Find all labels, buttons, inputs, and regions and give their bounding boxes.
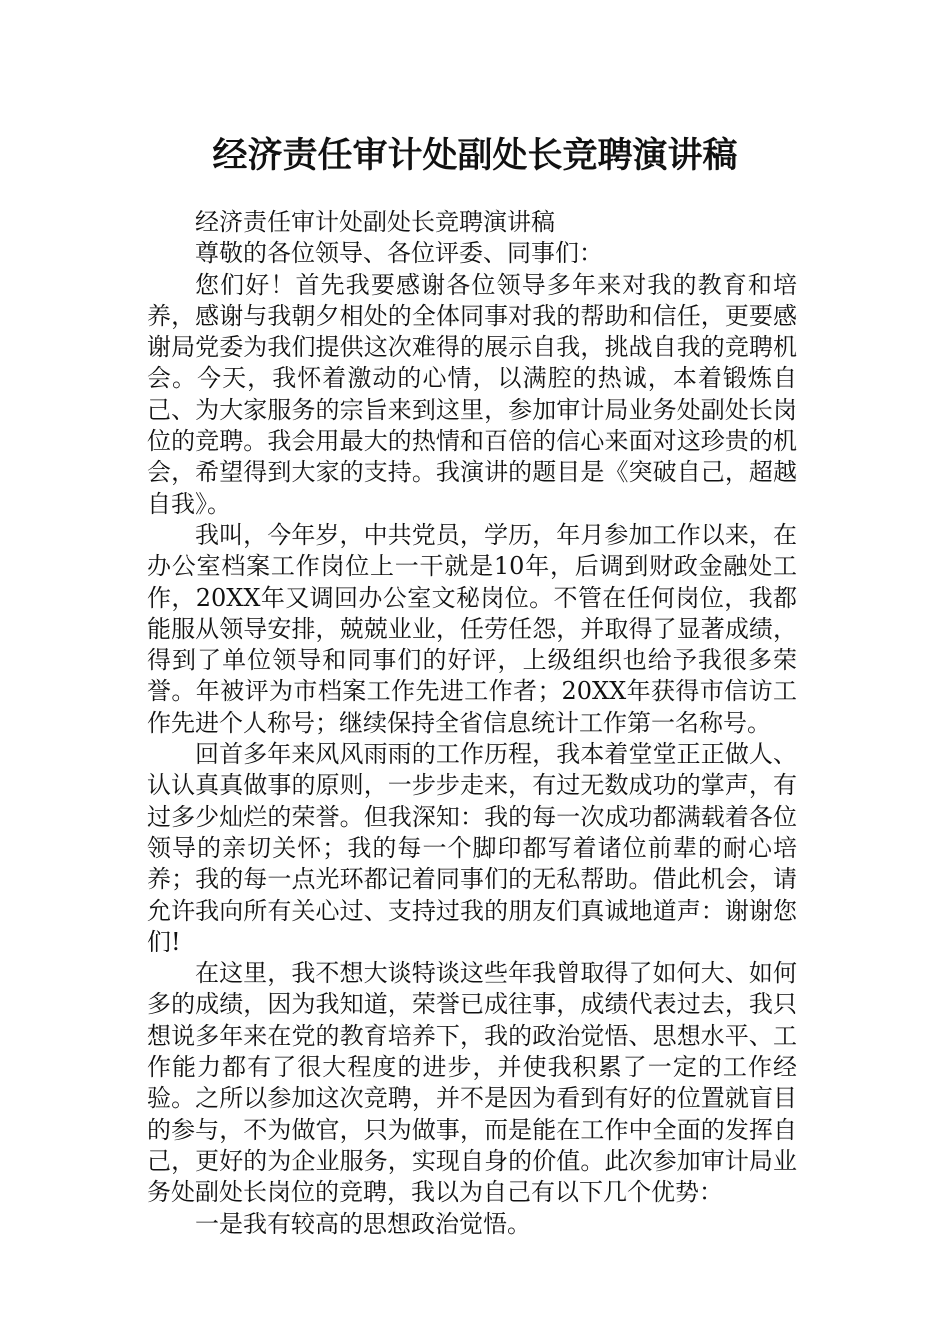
paragraph-greeting: 您们好！首先我要感谢各位领导多年来对我的教育和培养，感谢与我朝夕相处的全体同事对我的帮助和信任，更要感谢局党委为我们提供这次难得的展示自我，挑战自我的竞聘机会。今天，我怀着激动的心情，以满腔的热诚，本着锻炼自己、为大家服务的宗旨来到这里，参加审计局业务处副处长岗位的竞聘。我会用最大的热情和百倍的信心来面对这珍贵的机会，希望得到大家的支持。我演讲的题目是《突破自己，超越自我》。 <box>147 270 797 518</box>
paragraph-advantage-one: 一是我有较高的思想政治觉悟。 <box>195 1209 531 1238</box>
paragraph-motivation: 在这里，我不想大谈特谈这些年我曾取得了如何大、如何多的成绩，因为我知道，荣誉已成往事，成绩代表过去，我只想说多年来在党的教育培养下，我的政治觉悟、思想水平、工作能力都有了很大程度的进步，并使我积累了一定的工作经验。之所以参加这次竞聘，并不是因为看到有好的位置就盲目的参与，不为做官，只为做事，而是能在工作中全面的发挥自己，更好的为企业服务，实现自身的价值。此次参加审计局业务处副处长岗位的竞聘，我以为自己有以下几个优势： <box>147 959 797 1207</box>
paragraph-salutation: 尊敬的各位领导、各位评委、同事们： <box>195 239 603 268</box>
paragraph-subtitle: 经济责任审计处副处长竞聘演讲稿 <box>195 208 555 236</box>
paragraph-introduction: 我叫，今年岁，中共党员，学历，年月参加工作以来，在办公室档案工作岗位上一干就是10年，后调到财政金融处工作，20XX年又调回办公室文秘岗位。不管在任何岗位，我都能服从领导安排，兢兢业业，任劳任怨，并取得了显著成绩，得到了单位领导和同事们的好评，上级组织也给予我很多荣誉。年被评为市档案工作先进工作者；20XX年获得市信访工作先进个人称号；继续保持全省信息统计工作第一名称号。 <box>147 520 797 737</box>
document-title: 经济责任审计处副处长竞聘演讲稿 <box>212 135 738 176</box>
paragraph-reflection: 回首多年来风风雨雨的工作历程，我本着堂堂正正做人、认认真真做事的原则，一步步走来，有过无数成功的掌声，有过多少灿烂的荣誉。但我深知：我的每一次成功都满载着各位领导的亲切关怀；我的每一个脚印都写着诸位前辈的耐心培养；我的每一点光环都记着同事们的无私帮助。借此机会，请允许我向所有关心过、支持过我的朋友们真诚地道声：谢谢您们! <box>147 740 797 956</box>
document-body <box>147 207 797 1240</box>
